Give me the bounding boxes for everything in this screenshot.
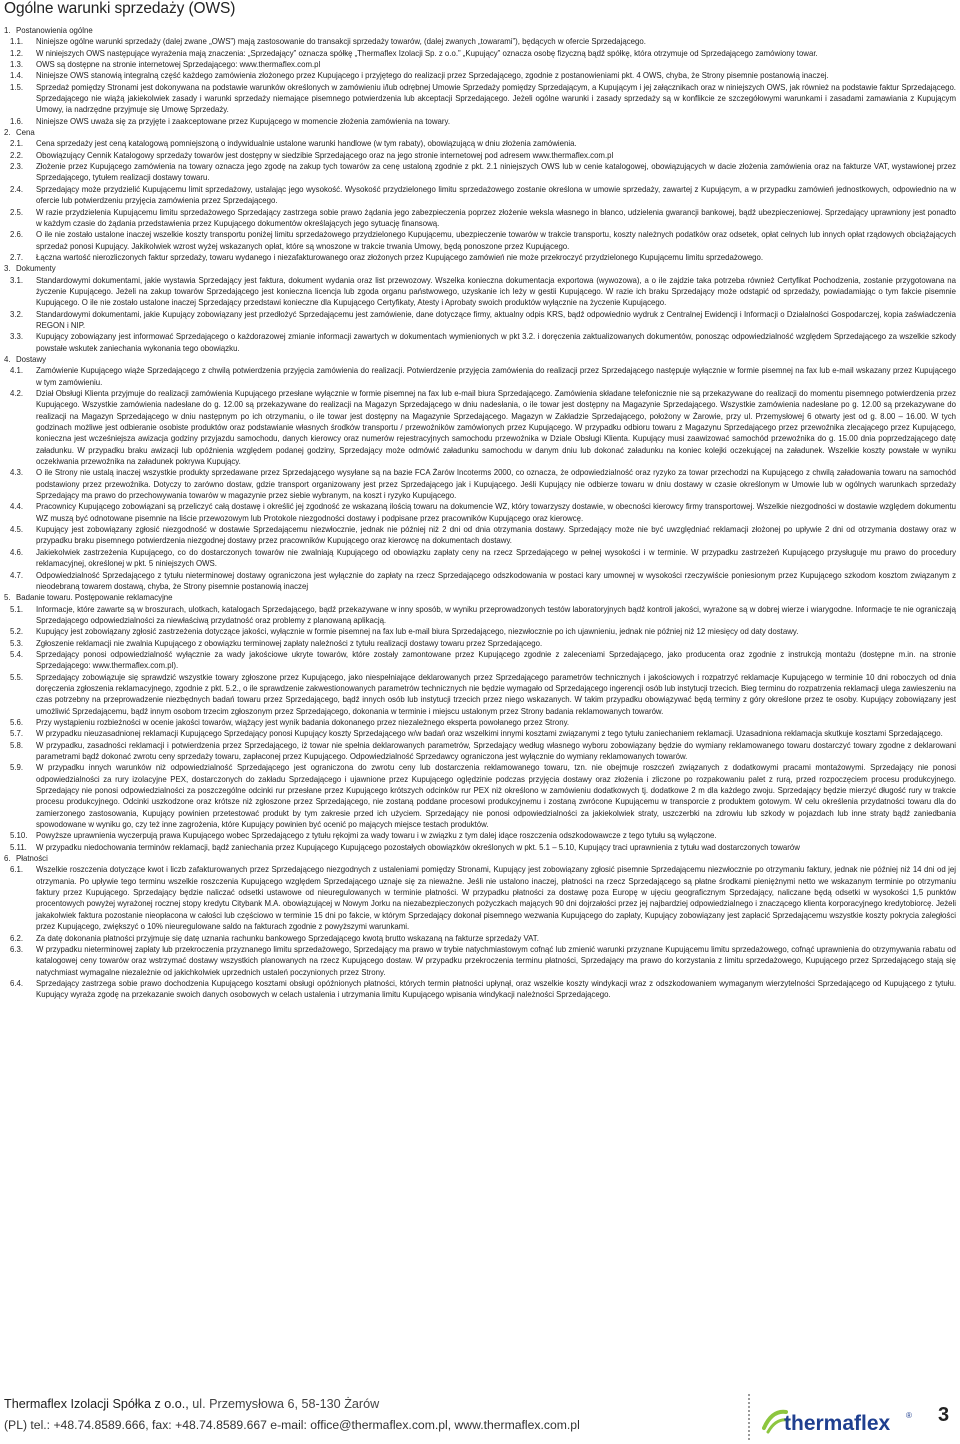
section-title: Dostawy — [16, 354, 47, 364]
clause-number: 1.6. — [10, 116, 24, 126]
clause-text: Standardowymi dokumentami, jakie wystawia Sprzedający jest faktura, dokument wydania oraz list przewozowy. Wszelka konieczna dokumentacja exportowa (wywozowa), a o ile zajdzie taka potrzeba również Certyfikat Pochodzenia, zostanie przygotowana na życzenie Kupującego. Jeżeli na zakup towarów Sprzedającego jest konieczna licencja lub zgoda organu państwowego, uzyskanie ich leży w gestii Kupującego. W razie ich braku Sprzedający może odstąpić od sprzedaży, powiadamiając o tym fakcie pisemnie Kupującego. O ile nie zostało ustalone inaczej Sprzedający przedstawi konieczne dla Kupującego Certyfikaty, Atesty i Aprobaty swoich produktów wyłącznie na życzenie Kupującego. — [36, 275, 956, 308]
clause-number: 5.4. — [10, 649, 24, 659]
clause-number: 4.2. — [10, 389, 24, 398]
clause-number: 3.2. — [10, 309, 24, 319]
clause — [4, 388, 956, 467]
clause-text: O ile Strony nie ustalą inaczej wszystkie produkty sprzedawane przez Sprzedającego wysyłane są na bazie FCA Żarów Incoterms 2000, co oznacza, że odpowiedzialność oraz ryzyko za towar przechodzi na Kupującego z chwilą załadowania towaru na samochód podstawiony przez przewoźnika. Dotyczy to zarówno dostaw, gdzie transport organizowany jest przez Sprzedającego jak i Kupującego. Jeśli Kupujący nie odbierze towaru w dniu dostawy w czasie określonym w Umowie lub w ogólnych warunkach sprzedaży Sprzedający ma prawo do przechowywania towarów w magazynie przez siebie wybranym, na koszt i ryzyko Kupującego. — [36, 468, 956, 501]
section — [4, 25, 956, 127]
clause — [4, 207, 956, 230]
clause-number: 5.10. — [10, 831, 28, 841]
thermaflex-logo — [762, 1406, 922, 1436]
clause-text: Złożenie przez Kupującego zamówienia na towary oznacza jego zgodę na zakup tych towarów za cenę ustaloną zgodnie z pkt. 2.1 niniejszych OWS lub w cenie katalogowej, obowiązujących w dacie złożenia zamówienia oraz na fakturze VAT, wystawionej przez Sprzedającego, tytułem realizacji dostawy towaru. — [36, 162, 956, 183]
clause — [4, 547, 956, 570]
clause-number: 4.1. — [10, 366, 24, 376]
section-number: 5. — [4, 593, 11, 603]
clause-text: Jakiekolwiek zastrzeżenia Kupującego, co do dostarczonych towarów nie zwalniają Kupującego od obowiązku zapłaty ceny na rzecz Sprzedającego w pełnej wysokości i w terminie. W przypadku zastrzeżeń Kupującego przysługuje mu prawo do procedury reklamacyjnej, określonej w pkt. 5 niniejszych OWS. — [36, 547, 956, 569]
footer-address: ul. Przemysłowa 6, 58-130 Żarów — [188, 1397, 380, 1411]
clause-text: Niniejsze ogólne warunki sprzedaży (dalej zwane „OWS”) mają zastosowanie do transakcji sprzedaży towarów, (dalej zwanych „towarami”), będących w ofercie Sprzedającego. — [36, 37, 646, 47]
section-number: 3. — [4, 264, 11, 274]
clause — [4, 82, 956, 116]
clause-text: Kupujący zobowiązany jest informować Sprzedającego o każdorazowej zmianie informacji zawartych w dokumentach wymienionych w pkt 3.2. i doręczenia zaktualizowanych dokumentów, ponosząc odpowiedzialność względem Sprzedającego za wszelkie szkody powstałe wskutek zaniechania wykonania tego obowiązku. — [36, 332, 956, 353]
section — [4, 853, 956, 1000]
clause — [4, 138, 956, 149]
clause-number: 1.5. — [10, 82, 24, 92]
clause-number: 4.4. — [10, 502, 24, 512]
clause — [4, 638, 956, 649]
clause-text: W przypadku innych warunków niż odpowiedzialność Sprzedającego jest ograniczona do zwrotu ceny lub dostarczenia reklamowanego towaru, tzn. nie obejmuje roszczeń związanych z dodatkowymi pracami montażowymi. Sprzedający nie ponosi odpowiedzialności za rury izolacyjne PEX, dostarczonych do zakładu Sprzedającego i ujawnione przez Kupującego oględzinie podczas przyjęcia dostawy oraz złożenia i zliczone po rozpakowaniu palet z rurą, przed rozpoczęciem procesu produkcyjnego. Sprzedający nie ponosi odpowiedzialności za poszczególne odcinki rur przesłane przez Kupującego krótszych odcinków rur PEX niż określono w zamówieniu dodatkowych tj. dodatkowe 2 m dla każdego zwoju. Sprzedający będzie mierzyć długość rury w trakcie procesu produkcyjnego. Odcinki uszkodzone oraz krótsze niż zgłoszone przez Sprzedającego, nie zostaną poddane procesowi produkcyjnemu i zostaną zwrócone Kupującemu w transporcie z produktem gotowym. W celu określenia przydatności towaru dla do zamierzonego zastosowania, Kupujący powinien przetestować produkt by tym zakresie przed ich użyciem. Sprzedający nie ponosi odpowiedzialności za jakiekolwiek straty, uszczerbki na zdrowiu lub szkody w pojazdach lub inne straty bądź zaniedbania spowodowane w wyniku go, czy też inne zagrożenia, które Kupujący powinien być ocenić po mających miejsce testach produktów. — [36, 763, 956, 830]
clause — [4, 116, 956, 127]
document-title: Ogólne warunki sprzedaży (OWS) — [4, 0, 236, 17]
clause-number: 6.4. — [10, 978, 24, 988]
clause-text: W przypadku nieterminowej zapłaty lub przekroczenia przyznanego limitu sprzedażowego, Sprzedający ma prawo w trybie natychmiastowym cofnąć lub zmienić warunki przyznane Kupującemu limitu sprzedażowego, cofnąć uprawnienia do otrzymywania rabatu od katalogowej ceny towarów oraz wstrzymać dostawy wszystkich planowanych na rzecz Kupującego dostaw. W przypadku przekroczenia terminu płatności, Sprzedający ma prawo do korzystania z limitu sprzedażowego, Kupującego przez Sprzedającego stają się natychmiast wymagalne niezależnie od jakichkolwiek uprzednich ustaleń poczynionych przez Strony. — [36, 944, 956, 977]
clause — [4, 184, 956, 207]
clause-number: 5.9. — [10, 763, 24, 773]
clause-text: Odpowiedzialność Sprzedającego z tytułu nieterminowej dostawy ograniczona jest wyłącznie do zapłaty na rzecz Sprzedającego odszkodowania w postaci kary umownej w wysokości rzeczywiście poniesionym przez Kupującego szkodom kosztom związanym z nieodebraną towarem dostawą, chyba, że Strony pisemnie postanowią inaczej — [36, 570, 956, 591]
clause-text: Informacje, które zawarte są w broszurach, ulotkach, katalogach Sprzedającego, bądź przekazywane w inny sposób, w wyniku przeprowadzonych testów laboratoryjnych bądź kontroli jakości, wyrażone są w dobrej wierze i wiarygodne. Informacje te nie ograniczają Sprzedającego odpowiedzialności za niewłaściwą przydatność oraz problemy z planowaną aplikacją. — [36, 604, 956, 625]
section-heading — [4, 354, 956, 365]
section-number: 4. — [4, 354, 11, 364]
section-heading — [4, 263, 956, 274]
section-heading — [4, 127, 956, 138]
clause-text: Kupujący jest zobowiązany zgłosić niezgodność w dostawie Sprzedającemu niezwłocznie, jednak nie później niż 2 dni od dnia otrzymania dostawy. Sprzedający może nie być uwzględniać reklamacji złożonej po upływie 2 dni od otrzymania dostawy oraz w przypadku braku pisemnego potwierdzenia niezgodnej dostawy przez pracowników Kupującego oraz kierowcę na dokumentach dostawy. — [36, 525, 956, 546]
clause — [4, 570, 956, 593]
clause-text: Sprzedaż pomiędzy Stronami jest dokonywana na podstawie warunków określonych w zamówieniu i/lub odrębnej Umowie Sprzedaży pomiędzy Sprzedającym, a Kupującym i jej załącznikach oraz w niniejszych OWS, jak również na podstawie faktur Sprzedającego. Sprzedającego nie wiążą jakiekolwiek zasady i warunki sprzedaży niemające pisemnego potwierdzenia lub akceptacji Sprzedającego. Jeżeli ogólne warunki i zasady sprzedaży są w konflikcie ze szczegółowymi warunkami i zasadami zamawiania z Kupującym Umowy, ia nadrzędne przyjmuje się Umowę Sprzedaży. — [36, 82, 956, 115]
clause — [4, 728, 956, 739]
clause-number: 5.1. — [10, 604, 24, 614]
clause-text: Za datę dokonania płatności przyjmuje się datę uznania rachunku bankowego Sprzedającego kwotą brutto wskazaną na fakturze sprzedaży VAT. — [36, 933, 539, 943]
clause-text: Wszelkie roszczenia dotyczące kwot i liczb zafakturowanych przez Sprzedającego niezgodnych z ustaleniami pomiędzy Stronami, Kupujący jest zobowiązany zgłosić pisemnie Sprzedającemu niezwłocznie po otrzymaniu faktury, jednak nie później niż 14 dni od jej otrzymania. Po upływie tego terminu wszelkie roszczenia Kupującego względem Sprzedającego uznaje się za nieważne. Jeśli nie ustalono inaczej, płatności na rzecz Sprzedającego są płatne środkami pieniężnymi netto we wskazanym terminie po otrzymaniu faktury przez Kupującego. Sprzedający będzie naliczać odsetki ustawowe od nieuregulowanych w terminie płatności. W przypadku płatności za dostawę poza Europę w ujęciu geograficznym Sprzedający, naliczane będą odsetki w wysokości 1,5 punktów procentowych powyżej wyrażonej rocznej stopy kredytu Citybank M.A. obowiązującej w Nowym Jorku na niezabezpieczonych pożyczkach mających 90 dni dojrzałości przez jej najbardziej odpowiedzialnego i znaczącego klienta korporacyjnego kredytobiorcę. Jeżeli jakakolwiek faktura pozostanie nieopłacona w całości lub częściowo w terminie 15 dni po fakcie, w którym Sprzedający dokonał pisemnego wezwania Kupującego do zapłaty, Kupujący zobowiązany jest zapłacić Sprzedającemu wszystkie koszty pokrycia zaległości przez Kupującego, zwiększyć o 10% nieuregulowane saldo na fakturach zgodnie z powyższymi warunkami. — [36, 865, 956, 932]
clause-number: 1.3. — [10, 60, 24, 70]
clause-text: Przy wystąpieniu rozbieżności w ocenie jakości towarów, wiążący jest wynik badania dokonanego przez niezależnego eksperta powołanego przez Strony. — [36, 717, 570, 727]
clause-number: 1.4. — [10, 71, 24, 81]
clause — [4, 275, 956, 309]
clause-text: Cena sprzedaży jest ceną katalogową pomniejszoną o indywidualnie ustalone warunki handlowe (w tym rabaty), obowiązującą w dniu złożenia zamówienia. — [36, 139, 577, 149]
clause-text: W razie przydzielenia Kupującemu limitu sprzedażowego Sprzedający zastrzega sobie prawo żądania jego zabezpieczenia poprzez złożenie weksla własnego in blanco, udzielenia gwarancji bankowej, bądź ubezpieczeniowej. Sprzedający uprawniony jest ponadto w każdym czasie do żądania przedstawienia przez Kupującego dokumentów określających jego sytuację finansową. — [36, 207, 956, 228]
clause — [4, 467, 956, 501]
clause — [4, 36, 956, 47]
clause — [4, 978, 956, 1001]
clause-number: 4.7. — [10, 570, 24, 580]
clause-text: Sprzedający zastrzega sobie prawo dochodzenia Kupującego kosztami obsługi opóźnionych płatności, których termin płatności upłynął, oraz wszelkie koszty windykacji wraz z odszkodowaniem wymaganym wierzytelności Sprzedającego od Kupującego z tytułu. Kupujący wyraża zgodę na przekazanie swoich danych osobowych w celach ustalenia i utrzymania limitu Kupującego wpisania windykacji należności Sprzedającego. — [36, 978, 956, 1000]
clause-text: Niniejsze OWS uważa się za przyjęte i zaakceptowane przez Kupującego w momencie złożenia zamówienia na towary. — [36, 116, 451, 126]
clause-text: Zgłoszenie reklamacji nie zwalnia Kupującego z obowiązku terminowej zapłaty należności z tytułu realizacji dostawy towaru przez Sprzedającego. — [36, 638, 543, 648]
section-number: 6. — [4, 854, 11, 864]
section — [4, 127, 956, 263]
page-number: 3 — [938, 1404, 950, 1426]
clause — [4, 740, 956, 763]
section — [4, 592, 956, 853]
clause-text: W przypadku, zasadności reklamacji i potwierdzenia przez Sprzedającego, iż towar nie spełnia deklarowanych parametrów, Sprzedający według własnego wyboru zobowiązany będzie do wymiany reklamowanego towaru dostarczyć towary zgodne z deklarowani parametrami bądź dokonać zwrotu ceny sprzedaży towaru, zapłaconej przez Kupującego. Odpowiedzialność Sprzedawcy ograniczona jest wyłącznie do wymiany reklamowanych towarów. — [36, 740, 956, 761]
clause — [4, 161, 956, 184]
clause — [4, 229, 956, 252]
clause-text: Pracownicy Kupującego zobowiązani są przeliczyć całą dostawę i określić jej zgodność ze wskazaną ilością towaru na dokumencie WZ, który towarzyszy dostawie, w obecności kierowcy firmy transportowej. Wszelkie niezgodności w dostawie względem dokumentu WZ muszą być odnotowane pisemnie na liście przewozowym lub Protokole niezgodności dostawy i podpisane przez pracowników Kupującego oraz kierowcę. — [36, 502, 956, 523]
clause — [4, 48, 956, 59]
clause-text: Kupujący jest zobowiązany zgłosić zastrzeżenia dotyczące jakości, wyłącznie w formie pisemnej na fax lub e-mail biura Sprzedającego, niezwłocznie po ich ujawnieniu, jednak nie później niż 12 miesięcy od daty dostawy. — [36, 627, 799, 637]
clause-text: Powyższe uprawnienia wyczerpują prawa Kupującego wobec Sprzedającego z tytułu rękojmi za wady towaru i w związku z tym dalej idące roszczenia odszkodowawcze z tego tytułu są wyłączone. — [36, 831, 717, 841]
clause-text: Sprzedający może przydzielić Kupującemu limit sprzedażowy, ustalając jego wysokość. Wysokość przydzielonego limitu sprzedażowego zostanie określona w umowie sprzedaży, zawartej z Kupującym, a w przypadku zamówień jednostkowych, odpowiednio na w ofercie lub potwierdzeniu przyjęcia zamówienia przez Sprzedającego. — [36, 184, 956, 206]
clause-number: 2.4. — [10, 184, 24, 194]
clause-text: Niniejsze OWS stanowią integralną część każdego zamówienia złożonego przez Kupującego i przyjętego do realizacji przez Sprzedającego, zgodnie z postanowieniami pkt. 4 OWS, chyba, że Strony pisemnie postanowią inaczej. — [36, 71, 829, 81]
clause — [4, 717, 956, 728]
footer-contact: (PL) tel.: +48.74.8589.666, fax: +48.74.8589.667 e-mail: office@thermaflex.com.pl, www.thermaflex.com.pl — [4, 1418, 580, 1432]
section — [4, 354, 956, 592]
section-number: 1. — [4, 26, 11, 35]
clause-number: 4.3. — [10, 468, 24, 478]
section-heading — [4, 592, 956, 603]
section-heading — [4, 25, 956, 36]
clause — [4, 59, 956, 70]
clause-number: 1.2. — [10, 48, 24, 58]
clause-text: Zamówienie Kupującego wiąże Sprzedającego z chwilą potwierdzenia przyjęcia zamówienia do realizacji. Potwierdzenie przyjęcia zamówienia do realizacji przez Sprzedającego następuje wyłącznie w formie pisemnej na fax lub e-mail wskazany przez Kupującego w tym zamówieniu. — [36, 366, 956, 387]
clause-number: 5.11. — [10, 842, 27, 852]
page-footer — [0, 1392, 960, 1444]
clause — [4, 933, 956, 944]
section-title: Badanie towaru. Postępowanie reklamacyjne — [16, 593, 173, 603]
clause-number: 5.3. — [10, 638, 24, 648]
clause-text: OWS są dostępne na stronie internetowej Sprzedającego: www.thermaflex.com.pl — [36, 60, 321, 70]
clause-number: 2.7. — [10, 252, 24, 262]
clause-number: 4.5. — [10, 525, 24, 535]
clause — [4, 672, 956, 717]
clause — [4, 524, 956, 547]
clause-text: Sprzedający zobowiązuje się sprawdzić wszystkie towary zgłoszone przez Kupującego, jako niespełniające deklarowanych przez Sprzedającego parametrów technicznych i jakościowych i rozpatrzyć reklamacje Kupującego w terminie 10 dni roboczych od dnia doręczenia zgłoszenia reklamacyjnego, zgodnie z pkt. 5.2., o ile sprawdzenie zakwestionowanych parametrów technicznych nie będzie wymagało od Sprzedającego ingerencji osób lub instytucji trzecich. Bieg terminu do rozpatrzenia reklamacji ulega zawieszeniu na czas potrzebny na przeprowadzenie niezbędnych badań towaru przez Sprzedającego, bądź innych osób lub instytucji trzecich przez niego wskazanych. W takim przypadku obowiązywać będą terminy z góry określone przez te osoby. Kupujący zobowiązany jest umożliwić Sprzedającemu, bądź innym osobom trzecim zgłoszonym przez Sprzedającego, dokonania w terminie i miejscu ustalonym przez Strony badania reklamowanych towarów. — [36, 672, 956, 716]
clause — [4, 626, 956, 637]
section-title: Dokumenty — [16, 264, 56, 274]
clause-number: 3.1. — [10, 275, 24, 285]
document-body — [4, 25, 956, 1001]
clause-number: 2.2. — [10, 150, 24, 160]
clause — [4, 331, 956, 354]
clause — [4, 70, 956, 81]
clause — [4, 864, 956, 932]
clause-number: 5.7. — [10, 729, 24, 739]
footer-divider — [748, 1394, 752, 1440]
clause — [4, 150, 956, 161]
clause-text: Dział Obsługi Klienta przyjmuje do realizacji zamówienia Kupującego przesłane wyłącznie w formie pisemnej na fax lub e-mail biura Sprzedającego. Zamówienia składane telefonicznie nie są przekazywane do realizacji do momentu pisemnego potwierdzenia przez Kupującego. Wszystkie zamówienia nadesłane do g. 12.00 są przekazywane do realizacji na Magazyn Sprzedającego w dniu nadesłania, o ile towar jest dostępny na Magazynie Sprzedającego. Wszystkie zamówienia nadesłane po g. 12.00 są przekazywane do realizacji na Magazyn Sprzedającego w dniu następnym po ich otrzymaniu, o ile towar jest dostępny na Magazynie Sprzedającego. Magazyn w Zakładzie Sprzedającego, położony w Żarowie, przy ul. Przemysłowej 6 otwarty jest od g. 8.00 – 16.00. W tych godzinach możliwe jest odbieranie osobiste produktów oraz podstawianie własnych środków transportu / przewoźników zamówionych przez Kupującego. W przypadku odbioru towaru z Magazynu Sprzedającego przez przewoźnika zlecającego przez Kupującego, konieczna jest wcześniejsza awizacja godziny przyjazdu samochodu, danych kierowcy oraz numerów rejestracyjnych samochodu przewoźnika w Dziale Obsługi Klienta. Kupujący musi zaawizować samochód przewoźnika do g. 15.00 dnia poprzedzającego datę załadunku. W przypadku braku awizacji lub opóźnienia względem podanej godziny, Sprzedający może odmówić załadunku samochodu w danym dniu lub dokonać załadunku na koniec kolejki oczekującej na załadunek. Wszelkie koszty powstałe w wyniku oczekiwania przewoźnika na załadunek pokrywa Kupujący. — [36, 389, 956, 467]
clause-text: O ile nie zostało ustalone inaczej wszelkie koszty transportu poniżej limitu sprzedażowego przydzielonego Kupującemu, ubezpieczenie towarów w trakcie transportu, koszty należnych podatków oraz odsetek, opłat celnych lub innych opłat rządowych obciążających sprzedaż ponosi Kupujący. Jakikolwiek wzrost wyżej wskazanych opłat, które są wnoszone w trakcie trwania Umowy, będą ponoszone przez Kupującego. — [36, 230, 956, 251]
clause-text: W przypadku nieuzasadnionej reklamacji Kupującego Sprzedający ponosi Kupujący koszty Sprzedającego w/w badań oraz wszelkimi innymi kosztami związanymi z tego tytułu zaniechaniem reklamacji. Uzasadniona reklamacja skutkuje kosztami Sprzedającego. — [36, 729, 943, 739]
clause-number: 2.1. — [10, 139, 24, 149]
footer-company-line — [4, 1397, 379, 1411]
clause-number: 2.3. — [10, 162, 24, 172]
clause-number: 2.5. — [10, 207, 24, 217]
clause — [4, 830, 956, 841]
clause-text: W przypadku niedochowania terminów reklamacji, bądź zaniechania przez Kupującego Kupującego pozostałych obowiązków określonych w pkt. 5.1 – 5.10, Kupujący traci uprawnienia z tytułu wad dostarczonych towarów — [36, 842, 800, 852]
section-title: Postanowienia ogólne — [16, 26, 93, 35]
logo-registered-mark: ® — [906, 1411, 912, 1420]
clause — [4, 365, 956, 388]
clause-number: 6.3. — [10, 944, 24, 954]
clause-text: Standardowymi dokumentami, jakie Kupujący zobowiązany jest przedłożyć Sprzedającemu jest zamówienie, dane dotyczące firmy, aktualny odpis KRS, bądź odpowiednio wydruk z Centralnej Ewidencji i Informacji o Działalności Gospodarczej, kopia zaświadczenia REGON i NIP. — [36, 309, 956, 330]
clause-text: Sprzedający ponosi odpowiedzialność wyłącznie za wady jakościowe ukryte towarów, które zostały zamontowane przez Kupującego zgodnie z zaleceniami Sprzedającego, jako producenta oraz zgodnie z instrukcją montażu (dostępne m.in. na stronie Sprzedającego: www.thermaflex.com.pl). — [36, 649, 956, 671]
clause-number: 5.5. — [10, 672, 24, 682]
clause-number: 3.3. — [10, 332, 24, 342]
clause — [4, 252, 956, 263]
clause-number: 2.6. — [10, 230, 24, 240]
clause-text: Łączna wartość nierozliczonych faktur sprzedaży, towaru wydanego i niezafakturowanego oraz złożonych przez Kupującego zamówień nie może przekroczyć przydzielonego Kupującemu limitu sprzedażowego. — [36, 252, 764, 262]
section-title: Płatności — [16, 854, 48, 864]
clause — [4, 501, 956, 524]
clause — [4, 842, 956, 853]
clause-text: W niniejszych OWS następujące wyrażenia mają znaczenia: „Sprzedający” oznacza spółkę „Thermaflex Izolacji Sp. z o.o.” „Kupujący” oznacza osobę fizyczną bądź spółkę, która otrzymuje od Sprzedającego zamówiony towar. — [36, 48, 818, 58]
clause — [4, 604, 956, 627]
clause-text: Obowiązujący Cennik Katalogowy sprzedaży towarów jest dostępny w siedzibie Sprzedającego oraz na jego stronie internetowej pod adresem www.thermaflex.com.pl — [36, 150, 614, 160]
clause — [4, 649, 956, 672]
section-heading — [4, 853, 956, 864]
section-title: Cena — [16, 128, 35, 138]
clause-number: 6.1. — [10, 865, 24, 875]
clause — [4, 762, 956, 830]
section-number: 2. — [4, 128, 11, 138]
clause-number: 6.2. — [10, 933, 24, 943]
clause-number: 5.8. — [10, 740, 24, 750]
footer-company-name: Thermaflex Izolacji Spółka z o.o., — [4, 1397, 189, 1411]
section — [4, 263, 956, 354]
clause — [4, 309, 956, 332]
clause-number: 5.6. — [10, 717, 24, 727]
clause-number: 1.1. — [10, 37, 24, 47]
clause-number: 5.2. — [10, 627, 24, 637]
clause — [4, 944, 956, 978]
clause-number: 4.6. — [10, 547, 24, 557]
logo-wordmark: thermaflex — [784, 1412, 891, 1435]
